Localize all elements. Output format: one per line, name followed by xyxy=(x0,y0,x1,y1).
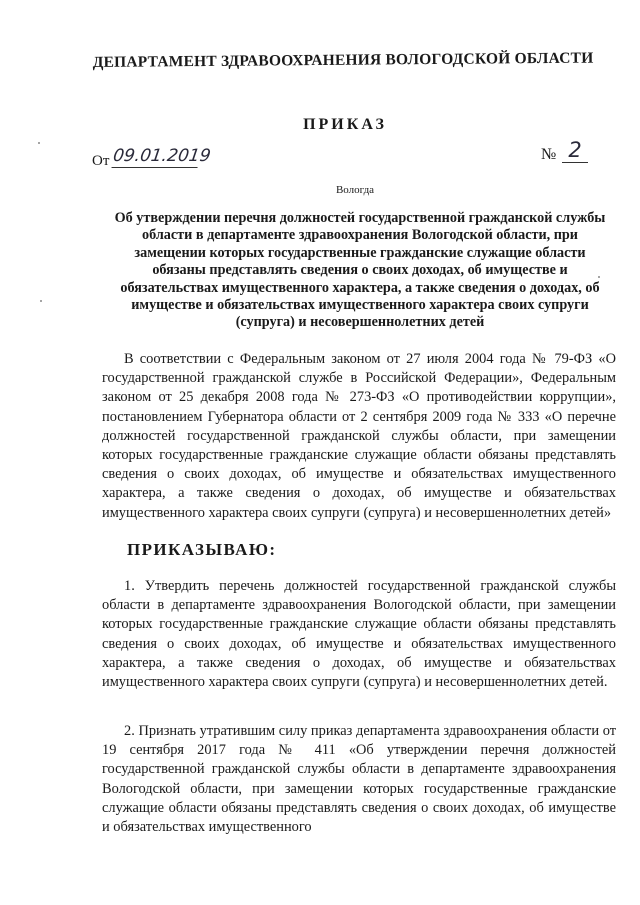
scan-speck xyxy=(38,142,40,144)
number-label: № xyxy=(541,146,557,163)
order-title: ПРИКАЗ xyxy=(303,116,387,133)
date-label: От xyxy=(92,153,110,169)
department-name: ДЕПАРТАМЕНТ ЗДРАВООХРАНЕНИЯ ВОЛОГОДСКОЙ ОБЛАСТИ xyxy=(92,49,594,71)
order-directive: ПРИКАЗЫВАЮ: xyxy=(127,540,277,559)
scan-speck xyxy=(598,276,600,278)
preamble-paragraph: В соответствии с Федеральным законом от 27 июля 2004 года № 79-ФЗ «О государственной гражданской службе в Российской Федерации», Федеральным законом от 25 декабря 2008 года № 273-ФЗ «О противодействии коррупции», постановлением Губернатора области от 2 сентября 2009 года № 333 «О перечне должностей государственной гражданской службы области, при замещении которых государственные гражданские служащие области обязаны представлять сведения о своих доходах, об имуществе и обязательствах имущественного характера, а также сведения о доходах, об имуществе и обязательствах имущественного характера своих супруги (супруга) и несовершеннолетних детей» xyxy=(102,351,616,521)
order-item-1: 1. Утвердить перечень должностей государственной гражданской службы области в департаменте здравоохранения Вологодской области, при замещении которых государственные гражданские служащие области обязаны представлять сведения о своих доходах, об имуществе и обязательствах имущественного характера, а также сведения о доходах, об имуществе и обязательствах имущественного характера своих супруги (супруга) и несовершеннолетних детей. xyxy=(102,578,616,691)
scan-speck xyxy=(40,300,42,302)
handwritten-number: 2 xyxy=(562,138,588,163)
handwritten-date: 09.01.2019 xyxy=(111,146,212,166)
order-heading: Об утверждении перечня должностей государственной гражданской службы области в департаменте здравоохранения Вологодской области, при замещении которых государственные гражданские служащие области обязаны представлять сведения о своих доходах, об имуществе и обязательствах имущественного характера, а также сведения о доходах, об имуществе и обязательствах имущественного характера своих супруги (супруга) и несовершеннолетних детей xyxy=(114,210,606,331)
city-name: Вологда xyxy=(335,184,375,196)
order-item-2: 2. Признать утратившим силу приказ департамента здравоохранения области от 19 сентября 2017 года № 411 «Об утверждении перечня должностей государственной гражданской службы области в департаменте здравоохранения Вологодской области, при замещении которых государственные гражданские служащие области обязаны представлять сведения о своих доходах, об имуществе и обязательствах имущественного xyxy=(102,723,616,836)
